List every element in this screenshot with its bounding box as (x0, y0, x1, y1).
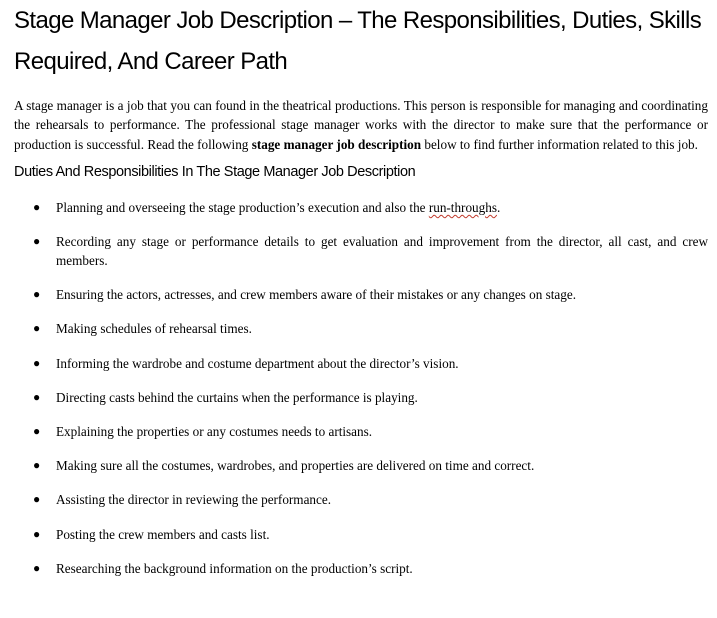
list-item-text: Informing the wardrobe and costume department about the director’s vision. (56, 355, 459, 371)
list-item (14, 490, 708, 509)
intro-text-end: below to find further information related to this job. (421, 136, 698, 152)
list-item-text: Ensuring the actors, actresses, and crew members aware of their mistakes or any changes on stage. (56, 287, 576, 303)
bullet-icon: ● (33, 560, 41, 575)
list-item-text: . (496, 199, 501, 215)
intro-paragraph (14, 96, 708, 154)
section-heading: Duties And Responsibilities In The Stage Manager Job Description (14, 163, 416, 180)
bullet-icon: ● (33, 234, 41, 249)
list-item (14, 456, 708, 475)
duties-list (14, 198, 708, 578)
list-item (14, 319, 708, 338)
list-item-text: Posting the crew members and casts list. (56, 526, 270, 542)
bullet-icon: ● (33, 526, 41, 541)
bullet-icon: ● (33, 199, 41, 214)
bullet-icon: ● (33, 424, 41, 439)
list-item-text: Assisting the director in reviewing the performance. (56, 492, 332, 508)
list-item-text: Making sure all the costumes, wardrobes, and properties are delivered on time and correct. (56, 458, 535, 474)
list-item (14, 559, 708, 578)
page-title: Stage Manager Job Description – The Responsibilities, Duties, Skills Required, And Career Path (14, 7, 702, 75)
list-item-text: Researching the background information on the production’s script. (56, 560, 413, 576)
intro-text-start: A stage manager is a job that you can found in the theatrical productions. This person is responsible for managing and coordinating the rehearsals to performance. The professional stage manager works with the director to make sure that the performance or production is successful. Read the following (14, 98, 708, 152)
intro-bold-phrase: stage manager job description (251, 136, 422, 152)
list-item-text: Directing casts behind the curtains when the performance is playing. (56, 389, 418, 405)
bullet-icon: ● (33, 355, 41, 370)
list-item-text: Planning and overseeing the stage production’s execution and also the (56, 199, 429, 215)
list-item (14, 388, 708, 407)
bullet-icon: ● (33, 389, 41, 404)
list-item (14, 198, 708, 217)
document-page (14, 0, 708, 593)
list-item-text: Explaining the properties or any costumes needs to artisans. (56, 424, 373, 440)
spellcheck-flagged-word[interactable]: run-throughs (428, 199, 497, 215)
list-item-text: Making schedules of rehearsal times. (56, 321, 252, 337)
list-item (14, 525, 708, 544)
list-item (14, 422, 708, 441)
bullet-icon: ● (33, 492, 41, 507)
list-item (14, 285, 708, 304)
bullet-icon: ● (33, 287, 41, 302)
list-item (14, 354, 708, 373)
bullet-icon: ● (33, 458, 41, 473)
list-item-text: Recording any stage or performance details to get evaluation and improvement from the director, all cast, and crew members. (56, 234, 708, 269)
list-item (14, 232, 708, 270)
bullet-icon: ● (33, 321, 41, 336)
